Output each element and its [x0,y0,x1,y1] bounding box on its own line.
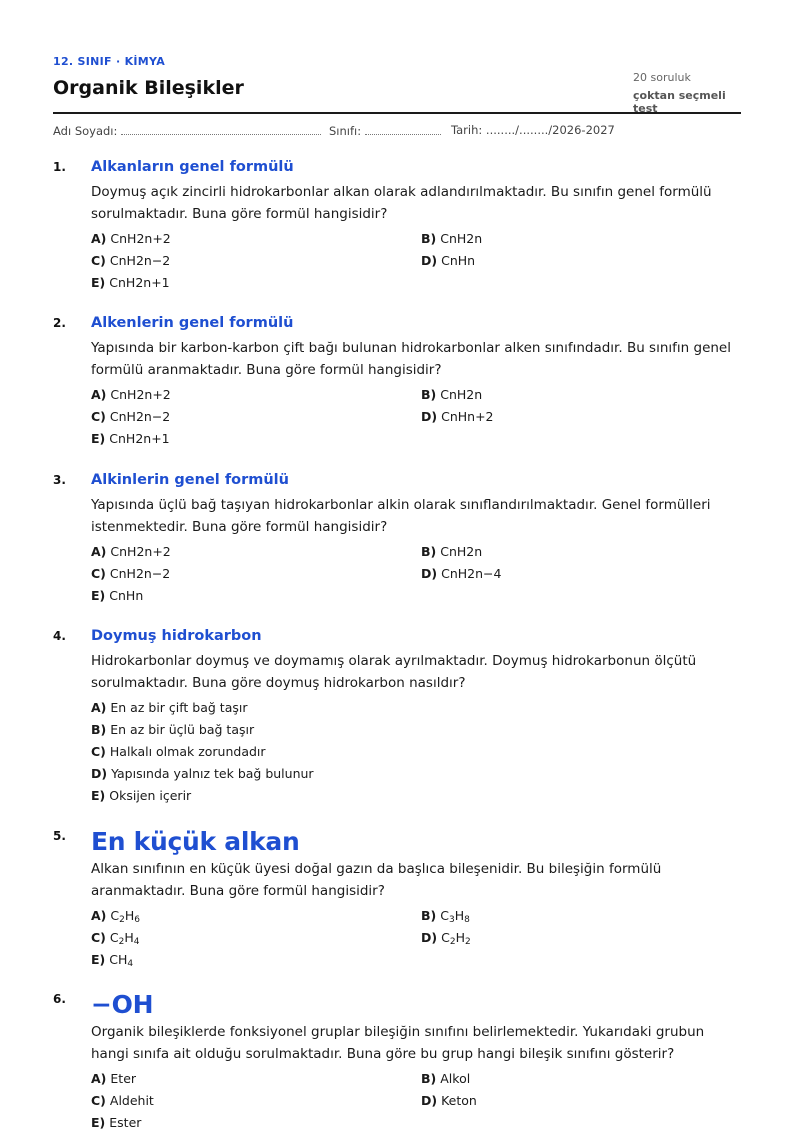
option-a[interactable] [91,905,421,927]
subject-label: 12. SINIF · KİMYA [53,55,166,68]
date-value: ......../......../2026-2027 [485,123,615,137]
option-e[interactable] [91,785,741,807]
option-letter: B) [91,722,107,737]
option-c[interactable] [91,1090,421,1112]
question-body [91,313,741,450]
question-text: Hidrokarbonlar doymuş ve doymamış olarak ayrılmaktadır. Doymuş hidrokarbonun ölçütü sorulmaktadır. Buna göre doymuş hidrokarbon nasıldır? [91,653,697,691]
option-letter: B) [421,1071,437,1086]
answer-options [91,1068,741,1134]
option-letter: B) [421,387,437,402]
option-text: En az bir çift bağ taşır [110,700,248,715]
option-letter: A) [91,544,107,559]
option-text: CnH2n−2 [109,253,171,268]
class-field[interactable] [329,123,441,138]
question-title: Alkinlerin genel formülü [91,472,289,488]
option-letter: B) [421,231,437,246]
option-text: CnH2n+2 [110,544,171,559]
option-letter: E) [91,1115,106,1130]
question-text: Yapısında bir karbon-karbon çift bağı bulunan hidrokarbonlar alken sınıfındadır. Bu sınıfın genel formülü aranmaktadır. Buna göre formül hangisidir? [91,340,731,378]
option-letter: C) [91,409,106,424]
question-number: 6. [53,992,66,1006]
option-a[interactable] [91,697,741,719]
question-number: 2. [53,316,66,330]
formula: $C_2H_2$ [441,930,471,947]
option-letter: E) [91,952,106,967]
option-text: CnH2n−4 [441,566,502,581]
option-letter: A) [91,387,107,402]
option-letter: C) [91,930,106,945]
option-letter: E) [91,788,106,803]
class-blank[interactable] [365,123,441,135]
question-text: Doymuş açık zincirli hidrokarbonlar alkan olarak adlandırılmaktadır. Bu sınıfın genel formülü sorulmaktadır. Buna göre formül hangisidir? [91,184,712,222]
formula: $C_2H_4$ [109,930,140,947]
option-letter: A) [91,1071,107,1086]
option-letter: A) [91,231,107,246]
question-body [91,826,741,971]
option-text: CnH2n [440,387,483,402]
formula: $CH_4$ [109,952,134,969]
question-title: Alkenlerin genel formülü [91,315,294,331]
option-letter: D) [421,253,438,268]
option-letter: A) [91,908,107,923]
answer-options [91,384,741,450]
date-field[interactable] [451,123,615,137]
answer-options [91,905,741,971]
option-text: Halkalı olmak zorundadır [109,744,266,759]
option-b[interactable] [421,1068,741,1090]
option-b[interactable] [421,541,741,563]
option-text: CnH2n+1 [109,431,170,446]
student-info-row [53,123,741,141]
option-letter: E) [91,588,106,603]
question-title: En küçük alkan [91,827,300,856]
option-a[interactable] [91,228,421,250]
answer-options [91,228,741,294]
option-text: Ester [109,1115,142,1130]
option-c[interactable] [91,741,741,763]
option-letter: C) [91,744,106,759]
option-b[interactable] [421,905,741,927]
option-text: Eter [110,1071,137,1086]
option-letter: B) [421,908,437,923]
option-text: CnH2n [440,544,483,559]
option-a[interactable] [91,541,421,563]
option-e[interactable] [91,1112,421,1134]
option-d[interactable] [421,406,741,428]
option-text: Aldehit [109,1093,154,1108]
option-text: En az bir üçlü bağ taşır [110,722,255,737]
date-label: Tarih: [451,123,483,137]
option-text: CnH2n−2 [109,566,171,581]
option-d[interactable] [421,927,741,949]
question-number: 4. [53,629,66,643]
option-text: CnH2n+2 [110,387,171,402]
option-letter: D) [421,1093,438,1108]
option-d[interactable] [421,1090,741,1112]
option-b[interactable] [421,228,741,250]
option-text: CnHn [441,253,476,268]
question-title: Alkanların genel formülü [91,159,294,175]
option-e[interactable] [91,272,421,294]
option-text: Oksijen içerir [109,788,192,803]
option-d[interactable] [91,763,741,785]
option-text: CnH2n+1 [109,275,170,290]
worksheet-header [53,0,741,114]
option-letter: D) [421,566,438,581]
formula: $C_3H_8$ [440,908,470,925]
option-b[interactable] [91,719,741,741]
option-e[interactable] [91,585,421,607]
question-title: Doymuş hidrokarbon [91,628,262,644]
answer-options [91,541,741,607]
option-letter: C) [91,566,106,581]
option-c[interactable] [91,563,421,585]
question-body [91,989,741,1134]
question-body [91,157,741,294]
option-text: CnH2n+2 [110,231,171,246]
option-text: CnHn+2 [441,409,494,424]
question-text: Alkan sınıfının en küçük üyesi doğal gazın da başlıca bileşenidir. Bu bileşiğin formülü aranmaktadır. Buna göre formül hangisidir? [91,861,662,899]
option-c[interactable] [91,927,421,949]
name-field[interactable] [53,123,321,138]
option-text: Yapısında yalnız tek bağ bulunur [111,766,314,781]
option-letter: D) [91,766,108,781]
option-d[interactable] [421,250,741,272]
class-label: Sınıfı: [329,124,362,138]
option-text: CnH2n [440,231,483,246]
option-c[interactable] [91,250,421,272]
option-letter: A) [91,700,107,715]
option-a[interactable] [91,384,421,406]
page-title: Organik Bileşikler [53,77,244,99]
question-number: 1. [53,160,66,174]
question-count: 20 soruluk [633,71,691,84]
option-letter: B) [421,544,437,559]
option-a[interactable] [91,1068,421,1090]
option-c[interactable] [91,406,421,428]
option-e[interactable] [91,949,421,971]
question-text: Organik bileşiklerde fonksiyonel gruplar bileşiğin sınıfını belirlemektedir. Yukarıdaki grubun hangi sınıfa ait olduğu sorulmaktadır. Buna göre bu grup hangi bileşik sınıfını gösterir? [91,1024,705,1062]
option-text: Keton [441,1093,477,1108]
option-text: CnH2n−2 [109,409,171,424]
option-letter: D) [421,930,438,945]
test-meta [633,71,741,115]
name-label: Adı Soyadı: [53,124,118,138]
question-body [91,470,741,607]
option-letter: E) [91,275,106,290]
name-blank[interactable] [121,123,321,135]
option-b[interactable] [421,384,741,406]
question-number: 5. [53,829,66,843]
option-letter: D) [421,409,438,424]
question-body [91,626,741,807]
option-letter: C) [91,1093,106,1108]
question-text: Yapısında üçlü bağ taşıyan hidrokarbonlar alkin olarak sınıflandırılmaktadır. Genel formülleri istenmektedir. Buna göre formül hangisidir? [91,497,711,535]
option-text: Alkol [440,1071,471,1086]
formula: $C_2H_6$ [110,908,140,925]
question-number: 3. [53,473,66,487]
option-e[interactable] [91,428,421,450]
option-text: CnHn [109,588,144,603]
answer-options [91,697,741,807]
option-letter: E) [91,431,106,446]
option-letter: C) [91,253,106,268]
option-d[interactable] [421,563,741,585]
question-title: −OH [91,990,154,1019]
worksheet-page [53,0,741,1130]
test-type: çoktan seçmeli test [633,89,726,115]
